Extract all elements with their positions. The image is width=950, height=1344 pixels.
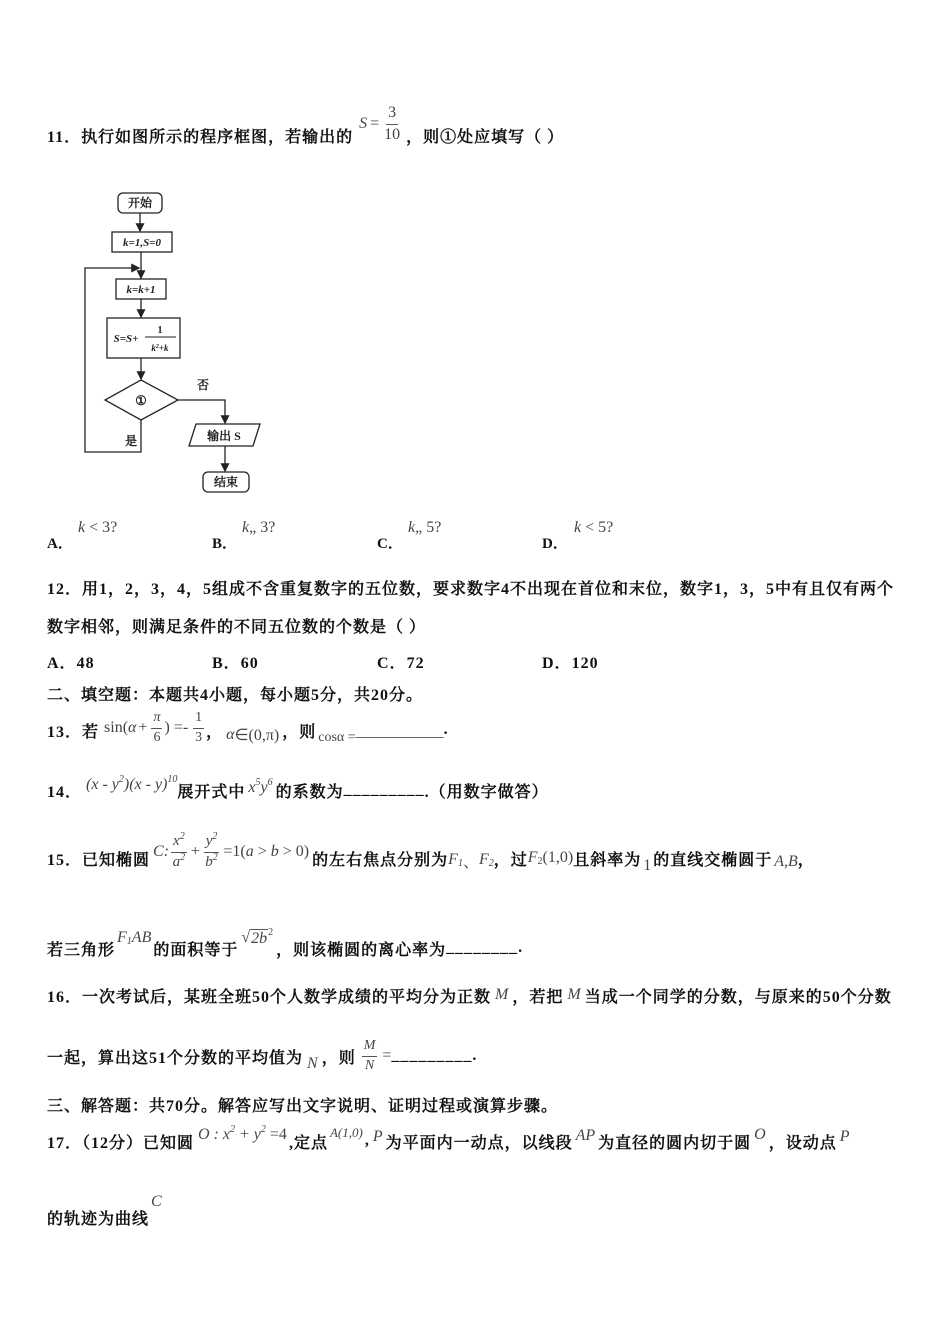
arrow-no-branch [178,400,225,423]
q17-circle-equation: O : x 2 + y 2 =4 [198,1123,287,1143]
q13-end: . [443,721,449,738]
q14-end: .（用数字做答） [424,783,549,801]
q15-slope-value: 1 [643,857,652,874]
q13-answer-blank: ___________ [355,723,444,740]
q12-line-2 [47,605,426,645]
q12-option-c: C．72 [377,655,425,672]
start-label: 开始 [127,196,153,210]
flowchart [0,0,300,500]
init-node [112,232,172,252]
q11-option-d-label: D． [542,536,568,552]
q16-prefix: 16．一次考试后，某班全班50个人数学成绩的平均分为正数 [47,988,492,1006]
q11-suffix: ，则①处应填写（ ） [406,128,565,146]
yes-label: 是 [124,434,138,448]
fraction-numerator: 3 [386,104,398,124]
q12-option-b: B．60 [212,655,259,672]
q11-option-c-label: C． [377,536,403,552]
q13-then: ，则 [282,723,317,741]
condition-node [105,380,178,420]
q16-var-m: M [495,986,509,1003]
q16-line-1 [47,975,892,1015]
q15-line-1 [47,831,815,878]
q15-text-foci: 的左右焦点分别为 [312,851,449,869]
increment-node [116,279,166,299]
increment-label: k=k+1 [126,284,156,296]
q16-answer-blank: _________ [391,1047,473,1064]
q14-term: x 5 y 6 [248,776,273,796]
q11-option-b-label: B． [212,536,238,552]
q17-line-2 [47,1193,162,1237]
fraction-y2-over-b2: $\frac{y^2}{b^2}$ [205,831,218,870]
start-node [118,193,162,213]
update-denominator: $k^2+k$ [151,343,169,353]
q14-tail: 的系数为 [275,783,344,801]
q13-sin-equation: sin( α + $\frac{\pi}{6}$ ) =- $\frac{1}{3}$ [104,710,203,745]
q15-line-2 [47,928,523,968]
q11-option-b-math: k„ 3? [242,519,276,536]
q16-text-then: ，则 [321,1049,356,1067]
q17-curve-c: C [151,1193,162,1210]
q12-text-2: 数字相邻，则满足条件的不同五位数的个数是（ ） [47,618,427,636]
q15-ellipse-equation: C: $\frac{x^2}{a^2}$ + $\frac{y^2}{b^2}$ =1( a > b > 0) [153,831,310,870]
q11-prefix: 11．执行如图所示的程序框图，若输出的 [47,128,354,146]
q15-text-slope: 且斜率为 [573,851,642,869]
end-label: 结束 [213,475,239,489]
q14-answer-blank: _________ [343,781,425,798]
q11-output-expression [359,104,402,144]
q17-prefix: 17．（12分）已知圆 [47,1134,195,1152]
q13-domain: α ∈(0,π) [226,726,280,744]
q15-text-through: ，过 [493,851,528,869]
fraction-pi-over-6: $\frac{\pi}{6}$ [153,710,161,745]
q17-text-let: ，设动点 [768,1134,837,1152]
condition-label: ① [135,393,147,408]
section-2-heading [47,673,423,713]
no-label: 否 [196,378,210,392]
q11-option-d-math: k < 5? [574,519,614,536]
q17-comma: , [364,1132,370,1149]
q17-point-p-2: P [839,1128,850,1145]
q12-text-1: 12．用1，2，3，4，5组成不含重复数字的五位数，要求数字4不出现在首位和末位，数字1，3，5中有且仅有两个 [47,580,895,598]
equals-sign: = [370,115,380,132]
q17-line2-text: 的轨迹为曲线 [47,1210,150,1228]
q15-points-ab: A,B [774,853,798,870]
q15-answer-blank: ________ [446,939,519,956]
q15-focus-point: F 2 (1,0) [527,849,574,867]
q14-prefix: 14． [47,783,83,801]
q13-cos: cosα = [318,730,356,745]
fraction-1-over-3: $\frac{1}{3}$ [195,710,203,745]
q17-segment-ap: AP [575,1127,596,1144]
q17-text-moving-point: 为平面内一动点，以线段 [385,1134,573,1152]
q13 [47,710,449,750]
q16-text-2: 当成一个同学的分数，与原来的50个分数 [584,988,892,1006]
q12-option-d: D．120 [542,655,599,672]
q14-mid: 展开式中 [177,783,246,801]
fraction-m-over-n: $\frac{M}{N}$ [363,1038,376,1073]
q15-foci-labels: F 1 、 F 2 [448,851,494,871]
q16-var-n: N [307,1055,318,1072]
q11-option-c-math: k„ 5? [408,519,442,536]
q15-line2-prefix: 若三角形 [47,941,116,959]
update-numerator: 1 [157,325,163,336]
s-variable: S [359,115,368,132]
q15-text-area: 的面积等于 [153,941,239,959]
q15-text-eccentricity: ，则该椭圆的离心率为 [276,941,447,959]
q17-text-fixed-point: ,定点 [288,1134,328,1152]
update-lhs: S=S+ [113,333,139,345]
q16-text-1: ，若把 [512,988,564,1006]
q12-line-1 [47,567,894,607]
q17-point-p: P [372,1128,383,1145]
q11-option-a-math: k < 3? [78,519,118,536]
q15-area-value: √ 2b 2 [241,926,274,947]
end-node [203,472,249,492]
q16-line-2 [47,1036,477,1076]
section-3-heading [47,1084,558,1124]
q15-comma: ， [797,851,815,869]
q17-circle-o: O [754,1126,766,1143]
q12-option-a: A．48 [47,655,95,672]
fraction-3-over-10 [384,104,400,144]
q16-end: . [472,1047,478,1064]
q15-triangle: F 1 AB [117,929,152,947]
q16-line2-text: 一起，算出这51个分数的平均值为 [47,1049,304,1067]
q17-text-tangent: 为直径的圆内切于圆 [598,1134,752,1152]
output-node [189,424,260,446]
q13-comma: ， [206,723,224,741]
output-label: 输出 S [207,429,241,443]
init-label: k=1,S=0 [123,237,161,249]
q16-ratio: $\frac{M}{N}$ = [363,1038,392,1073]
q16-var-m-2: M [567,986,581,1003]
section-3-text: 三、解答题：共70分。解答应写出文字说明、证明过程或演算步骤。 [47,1097,559,1115]
q15-end: . [518,939,524,956]
q14-product-expression: (x - y 2 )(x - y) 10 [86,773,178,793]
section-2-text: 二、填空题：本题共4小题，每小题5分，共20分。 [47,686,424,704]
fraction-denominator: 10 [384,125,401,143]
q14 [47,770,549,810]
q17-line-1 [47,1121,850,1161]
q15-prefix: 15．已知椭圆 [47,851,151,869]
q15-text-intersect: 的直线交椭圆于 [653,851,773,869]
q11-option-a-label: A． [47,536,73,552]
q17-point-a: A(1,0) [329,1125,363,1140]
fraction-x2-over-a2: $\frac{x^2}{a^2}$ [172,831,186,870]
q13-prefix: 13．若 [47,723,100,741]
update-node [107,318,180,358]
